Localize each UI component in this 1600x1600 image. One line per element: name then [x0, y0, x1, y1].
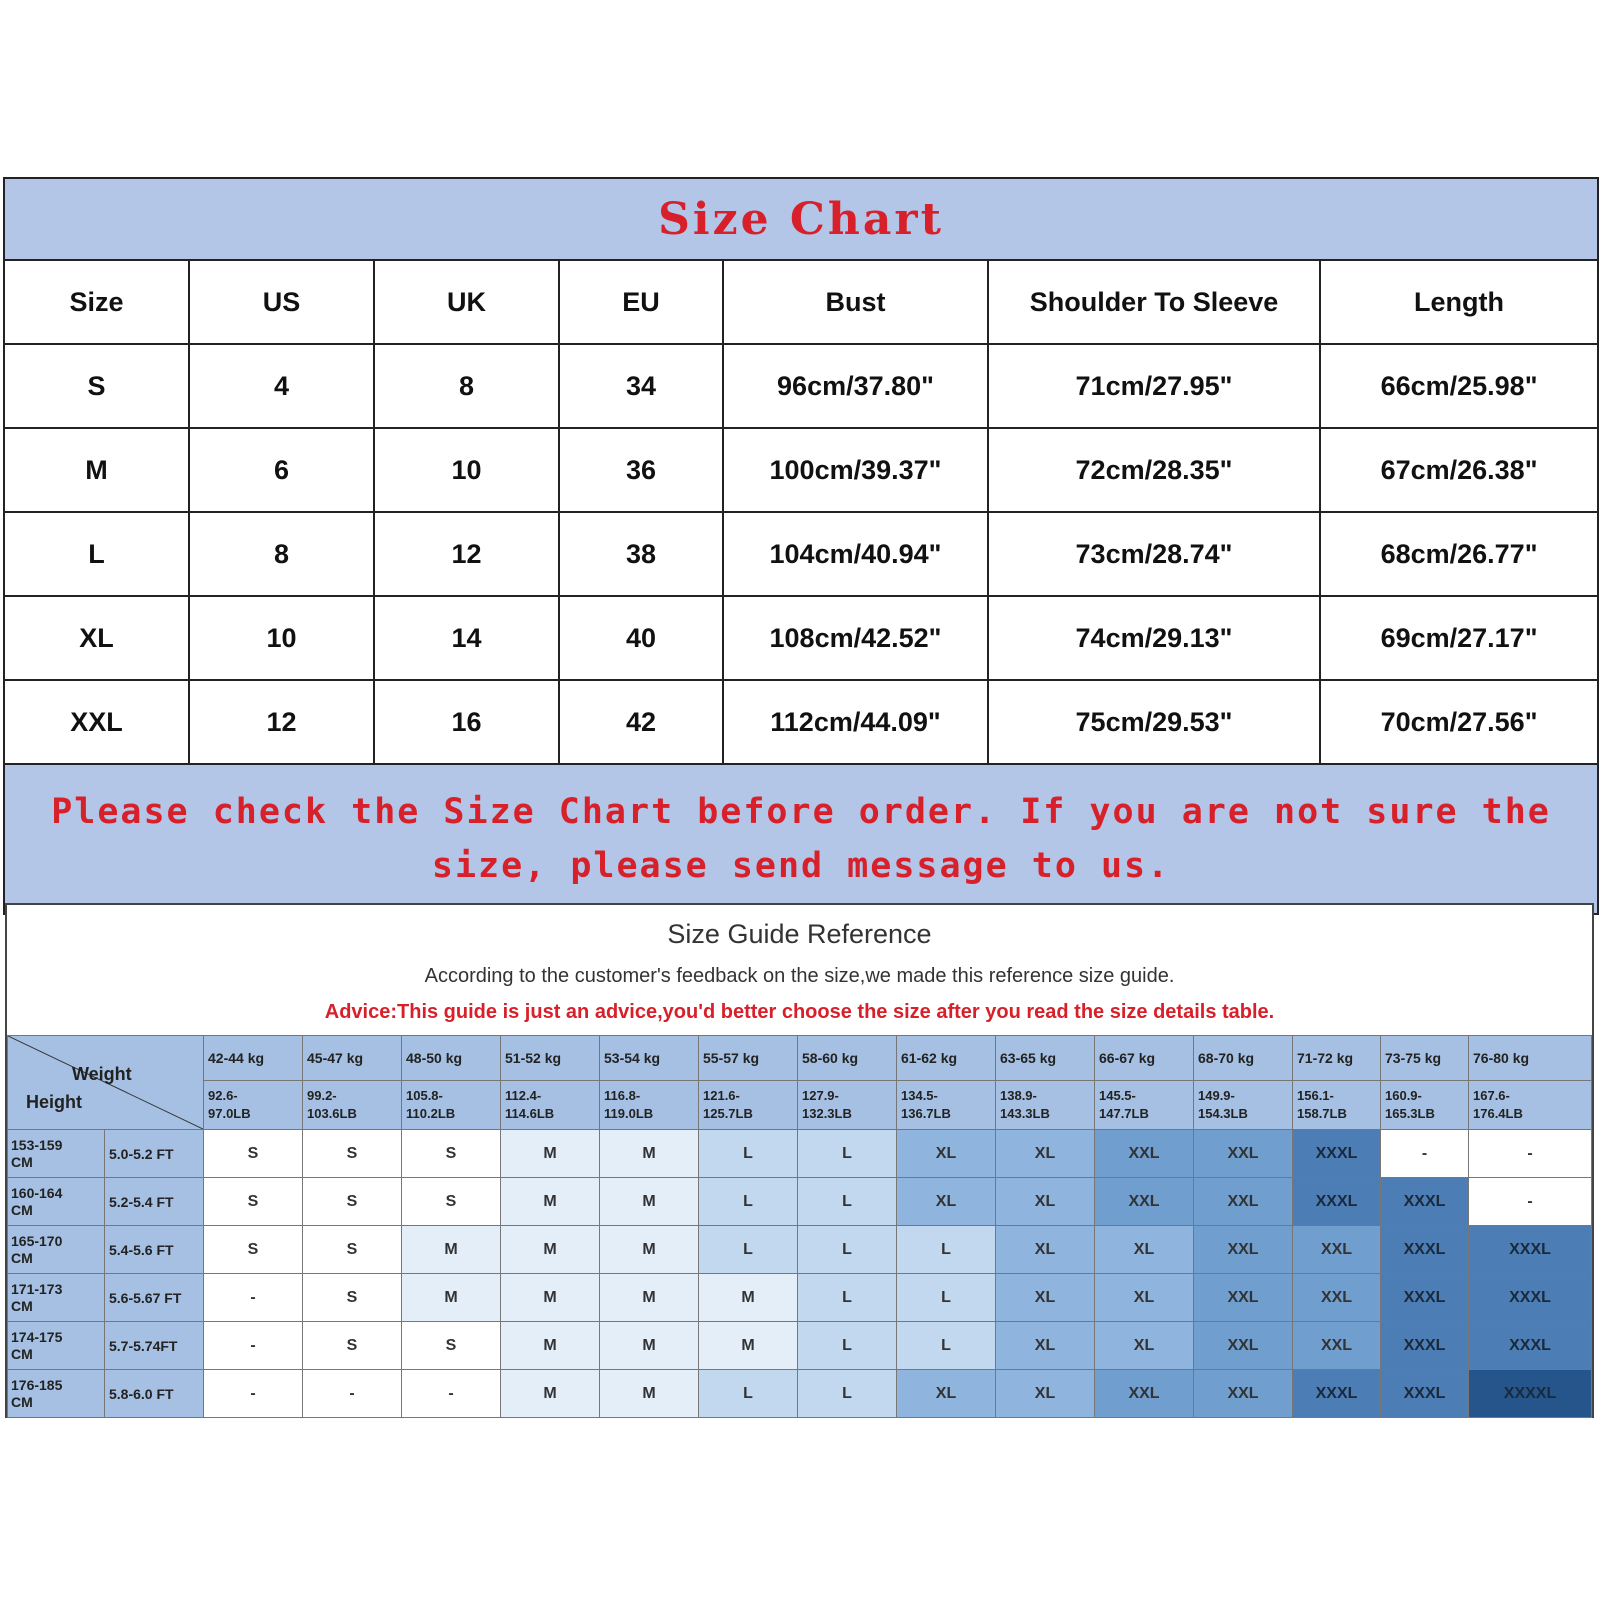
- cell-length: 68cm/26.77": [1320, 512, 1598, 596]
- size-guide-cell: L: [699, 1370, 798, 1418]
- weight-kg-header: 63-65 kg: [996, 1036, 1095, 1081]
- size-guide-cell: XXL: [1293, 1226, 1381, 1274]
- size-guide-cell: L: [798, 1226, 897, 1274]
- weight-lb-from: 127.9-: [802, 1088, 839, 1103]
- size-row: [4, 596, 1598, 680]
- weight-lb-from: 105.8-: [406, 1088, 443, 1103]
- cell-shoulder-to-sleeve: 72cm/28.35": [988, 428, 1320, 512]
- height-cm-unit: CM: [11, 1393, 33, 1410]
- size-guide-cell: XL: [1095, 1226, 1194, 1274]
- weight-lb-from: 160.9-: [1385, 1088, 1422, 1103]
- weight-lb-to: 136.7LB: [901, 1106, 951, 1121]
- height-cm-unit: CM: [11, 1153, 33, 1170]
- weight-lb-header: [1293, 1081, 1381, 1130]
- cell-us: 8: [189, 512, 374, 596]
- size-guide-cell: XL: [1095, 1274, 1194, 1322]
- weight-lb-header: [1095, 1081, 1194, 1130]
- size-guide-cell: XXXL: [1293, 1178, 1381, 1226]
- cell-shoulder-to-sleeve: 74cm/29.13": [988, 596, 1320, 680]
- weight-lb-row: [8, 1081, 1592, 1130]
- cell-bust: 112cm/44.09": [723, 680, 988, 764]
- height-row: [8, 1178, 1592, 1226]
- weight-lb-to: 114.6LB: [505, 1106, 555, 1121]
- weight-kg-header: 73-75 kg: [1381, 1036, 1469, 1081]
- size-guide-cell: XXXL: [1293, 1130, 1381, 1178]
- weight-lb-to: 132.3LB: [802, 1106, 852, 1121]
- cell-size: S: [4, 344, 189, 428]
- size-chart-section: [3, 177, 1597, 915]
- weight-lb-from: 99.2-: [307, 1088, 337, 1103]
- weight-kg-header: 66-67 kg: [1095, 1036, 1194, 1081]
- weight-kg-header: 45-47 kg: [303, 1036, 402, 1081]
- size-guide-cell: S: [204, 1130, 303, 1178]
- weight-kg-header: 51-52 kg: [501, 1036, 600, 1081]
- weight-lb-to: 97.0LB: [208, 1106, 251, 1121]
- size-guide-cell: S: [303, 1130, 402, 1178]
- size-guide-cell: S: [204, 1226, 303, 1274]
- size-guide-cell: XL: [996, 1322, 1095, 1370]
- size-chart-table: [3, 177, 1599, 915]
- column-header-size: Size: [4, 260, 189, 344]
- size-guide-cell: M: [402, 1226, 501, 1274]
- size-guide-cell: XL: [897, 1370, 996, 1418]
- height-cm-unit: CM: [11, 1297, 33, 1314]
- weight-lb-header: [600, 1081, 699, 1130]
- height-ft: 5.7-5.74FT: [105, 1322, 204, 1370]
- size-guide-cell: L: [897, 1274, 996, 1322]
- weight-lb-header: [1194, 1081, 1293, 1130]
- size-guide-cell: L: [699, 1130, 798, 1178]
- corner-header: [8, 1036, 204, 1130]
- weight-lb-to: 110.2LB: [406, 1106, 456, 1121]
- weight-lb-to: 176.4LB: [1473, 1106, 1523, 1121]
- column-header-uk: UK: [374, 260, 559, 344]
- weight-lb-from: 92.6-: [208, 1088, 238, 1103]
- size-guide-cell: S: [303, 1178, 402, 1226]
- cell-us: 6: [189, 428, 374, 512]
- height-row: [8, 1370, 1592, 1418]
- size-chart-title: Size Chart: [4, 178, 1598, 260]
- weight-kg-header: 76-80 kg: [1469, 1036, 1592, 1081]
- size-guide-cell: L: [798, 1130, 897, 1178]
- column-header-bust: Bust: [723, 260, 988, 344]
- weight-lb-from: 134.5-: [901, 1088, 938, 1103]
- guide-advice: Advice:This guide is just an advice,you'd better choose the size after you read the size details table.: [324, 1001, 1275, 1023]
- weight-lb-to: 147.7LB: [1099, 1106, 1149, 1121]
- cell-eu: 38: [559, 512, 723, 596]
- cell-length: 70cm/27.56": [1320, 680, 1598, 764]
- size-guide-cell: -: [1469, 1130, 1592, 1178]
- size-guide-cell: L: [798, 1178, 897, 1226]
- size-guide-cell: M: [600, 1178, 699, 1226]
- height-cm-unit: CM: [11, 1249, 33, 1266]
- height-ft: 5.4-5.6 FT: [105, 1226, 204, 1274]
- weight-lb-to: 154.3LB: [1198, 1106, 1248, 1121]
- weight-lb-from: 116.8-: [604, 1088, 641, 1103]
- cell-shoulder-to-sleeve: 73cm/28.74": [988, 512, 1320, 596]
- size-guide-cell: M: [600, 1226, 699, 1274]
- cell-uk: 16: [374, 680, 559, 764]
- cell-bust: 100cm/39.37": [723, 428, 988, 512]
- size-guide-cell: S: [402, 1322, 501, 1370]
- size-guide-cell: XXXL: [1469, 1274, 1592, 1322]
- size-guide-cell: M: [501, 1322, 600, 1370]
- size-guide-cell: -: [1381, 1130, 1469, 1178]
- cell-bust: 108cm/42.52": [723, 596, 988, 680]
- weight-lb-header: [996, 1081, 1095, 1130]
- weight-kg-header: 53-54 kg: [600, 1036, 699, 1081]
- height-ft: 5.8-6.0 FT: [105, 1370, 204, 1418]
- height-cm-unit: CM: [11, 1201, 33, 1218]
- height-cm: [8, 1178, 105, 1226]
- weight-lb-from: 167.6-: [1473, 1088, 1510, 1103]
- size-guide-cell: XXL: [1194, 1130, 1293, 1178]
- size-guide-cell: XXL: [1293, 1322, 1381, 1370]
- weight-kg-header: 68-70 kg: [1194, 1036, 1293, 1081]
- cell-us: 4: [189, 344, 374, 428]
- size-guide-cell: XL: [996, 1274, 1095, 1322]
- cell-eu: 40: [559, 596, 723, 680]
- size-guide-cell: -: [303, 1370, 402, 1418]
- size-guide-cell: M: [600, 1130, 699, 1178]
- size-guide-cell: S: [303, 1322, 402, 1370]
- height-ft: 5.0-5.2 FT: [105, 1130, 204, 1178]
- cell-shoulder-to-sleeve: 71cm/27.95": [988, 344, 1320, 428]
- cell-uk: 8: [374, 344, 559, 428]
- height-ft: 5.6-5.67 FT: [105, 1274, 204, 1322]
- weight-kg-header: 61-62 kg: [897, 1036, 996, 1081]
- weight-kg-header: 55-57 kg: [699, 1036, 798, 1081]
- weight-lb-to: 158.7LB: [1297, 1106, 1347, 1121]
- cell-uk: 10: [374, 428, 559, 512]
- column-header-eu: EU: [559, 260, 723, 344]
- guide-title: Size Guide Reference: [667, 919, 932, 949]
- size-row: [4, 512, 1598, 596]
- cell-length: 67cm/26.38": [1320, 428, 1598, 512]
- cell-size: XXL: [4, 680, 189, 764]
- size-guide-cell: M: [699, 1322, 798, 1370]
- column-header-us: US: [189, 260, 374, 344]
- weight-lb-to: 165.3LB: [1385, 1106, 1435, 1121]
- weight-lb-to: 103.6LB: [307, 1106, 357, 1121]
- cell-eu: 34: [559, 344, 723, 428]
- height-cm-range: 174-175: [11, 1328, 63, 1345]
- size-guide-cell: XXXL: [1381, 1226, 1469, 1274]
- size-row: [4, 428, 1598, 512]
- cell-bust: 104cm/40.94": [723, 512, 988, 596]
- size-guide-cell: XL: [996, 1370, 1095, 1418]
- size-guide-cell: XXXL: [1381, 1178, 1469, 1226]
- height-row: [8, 1274, 1592, 1322]
- size-guide-cell: M: [600, 1370, 699, 1418]
- size-row: [4, 344, 1598, 428]
- size-guide-cell: L: [699, 1178, 798, 1226]
- size-guide-cell: XL: [897, 1130, 996, 1178]
- cell-length: 69cm/27.17": [1320, 596, 1598, 680]
- cell-size: M: [4, 428, 189, 512]
- size-guide-cell: L: [798, 1322, 897, 1370]
- size-guide-cell: XL: [897, 1178, 996, 1226]
- weight-lb-header: [897, 1081, 996, 1130]
- size-guide-cell: -: [204, 1370, 303, 1418]
- height-cm: [8, 1274, 105, 1322]
- weight-kg-row: [8, 1036, 1592, 1081]
- size-guide-cell: -: [204, 1322, 303, 1370]
- weight-lb-to: 119.0LB: [604, 1106, 654, 1121]
- height-cm-range: 176-185: [11, 1376, 63, 1393]
- size-guide-cell: M: [402, 1274, 501, 1322]
- size-guide-cell: -: [402, 1370, 501, 1418]
- weight-lb-to: 143.3LB: [1000, 1106, 1050, 1121]
- size-guide-cell: XXL: [1095, 1130, 1194, 1178]
- size-guide-cell: XL: [996, 1130, 1095, 1178]
- weight-lb-header: [1469, 1081, 1592, 1130]
- weight-kg-header: 71-72 kg: [1293, 1036, 1381, 1081]
- size-guide-cell: XXL: [1095, 1370, 1194, 1418]
- size-guide-cell: XXXXL: [1469, 1370, 1592, 1418]
- cell-us: 12: [189, 680, 374, 764]
- weight-lb-from: 121.6-: [703, 1088, 740, 1103]
- size-guide-reference: [5, 903, 1594, 1418]
- cell-length: 66cm/25.98": [1320, 344, 1598, 428]
- column-header-shoulder-to-sleeve: Shoulder To Sleeve: [988, 260, 1320, 344]
- size-guide-cell: XXL: [1194, 1274, 1293, 1322]
- weight-lb-header: [798, 1081, 897, 1130]
- weight-lb-to: 125.7LB: [703, 1106, 753, 1121]
- height-row: [8, 1130, 1592, 1178]
- size-guide-cell: XXXL: [1381, 1322, 1469, 1370]
- size-guide-cell: XXL: [1293, 1274, 1381, 1322]
- size-guide-cell: S: [303, 1226, 402, 1274]
- size-guide-cell: XXL: [1194, 1178, 1293, 1226]
- size-guide-cell: S: [402, 1178, 501, 1226]
- size-guide-cell: XL: [996, 1226, 1095, 1274]
- size-guide-cell: S: [204, 1178, 303, 1226]
- size-guide-cell: M: [501, 1274, 600, 1322]
- size-guide-cell: M: [501, 1178, 600, 1226]
- corner-height-label: Height: [26, 1092, 82, 1112]
- size-guide-cell: XXXL: [1469, 1322, 1592, 1370]
- size-guide-cell: S: [402, 1130, 501, 1178]
- cell-bust: 96cm/37.80": [723, 344, 988, 428]
- size-guide-cell: L: [798, 1370, 897, 1418]
- weight-lb-header: [1381, 1081, 1469, 1130]
- weight-lb-from: 156.1-: [1297, 1088, 1334, 1103]
- cell-us: 10: [189, 596, 374, 680]
- size-guide-table: [7, 1035, 1592, 1418]
- size-guide-cell: L: [699, 1226, 798, 1274]
- height-cm-range: 153-159: [11, 1136, 63, 1153]
- size-guide-cell: M: [699, 1274, 798, 1322]
- size-guide-cell: XXL: [1194, 1226, 1293, 1274]
- weight-lb-header: [501, 1081, 600, 1130]
- size-chart-note: Please check the Size Chart before order. If you are not sure the size, please send message to us.: [4, 764, 1598, 914]
- weight-kg-header: 58-60 kg: [798, 1036, 897, 1081]
- size-guide-cell: M: [600, 1322, 699, 1370]
- size-guide-cell: XL: [996, 1178, 1095, 1226]
- size-guide-cell: XXXL: [1293, 1370, 1381, 1418]
- weight-kg-header: 48-50 kg: [402, 1036, 501, 1081]
- size-guide-cell: -: [1469, 1178, 1592, 1226]
- cell-eu: 36: [559, 428, 723, 512]
- guide-subtitle: According to the customer's feedback on the size,we made this reference size guide.: [424, 965, 1175, 987]
- size-guide-cell: M: [501, 1370, 600, 1418]
- size-guide-cell: M: [501, 1226, 600, 1274]
- weight-lb-from: 145.5-: [1099, 1088, 1136, 1103]
- height-row: [8, 1226, 1592, 1274]
- cell-uk: 12: [374, 512, 559, 596]
- size-guide-cell: M: [600, 1274, 699, 1322]
- size-guide-cell: L: [897, 1226, 996, 1274]
- corner-weight-label: Weight: [72, 1064, 132, 1084]
- height-cm-range: 160-164: [11, 1184, 63, 1201]
- size-guide-cell: M: [501, 1130, 600, 1178]
- size-guide-cell: -: [204, 1274, 303, 1322]
- height-cm-unit: CM: [11, 1345, 33, 1362]
- size-row: [4, 680, 1598, 764]
- weight-lb-header: [699, 1081, 798, 1130]
- height-cm: [8, 1370, 105, 1418]
- height-cm-range: 165-170: [11, 1232, 63, 1249]
- size-guide-cell: XXXL: [1381, 1274, 1469, 1322]
- size-guide-cell: XXL: [1095, 1178, 1194, 1226]
- cell-uk: 14: [374, 596, 559, 680]
- weight-kg-header: 42-44 kg: [204, 1036, 303, 1081]
- size-guide-cell: L: [798, 1274, 897, 1322]
- weight-lb-header: [402, 1081, 501, 1130]
- weight-lb-header: [303, 1081, 402, 1130]
- size-guide-cell: XXXL: [1469, 1226, 1592, 1274]
- size-guide-cell: XXL: [1194, 1370, 1293, 1418]
- cell-size: L: [4, 512, 189, 596]
- size-guide-cell: XXXL: [1381, 1370, 1469, 1418]
- weight-lb-from: 138.9-: [1000, 1088, 1037, 1103]
- cell-eu: 42: [559, 680, 723, 764]
- weight-lb-from: 149.9-: [1198, 1088, 1235, 1103]
- height-cm: [8, 1226, 105, 1274]
- cell-size: XL: [4, 596, 189, 680]
- height-cm: [8, 1322, 105, 1370]
- height-row: [8, 1322, 1592, 1370]
- cell-shoulder-to-sleeve: 75cm/29.53": [988, 680, 1320, 764]
- size-guide-cell: XL: [1095, 1322, 1194, 1370]
- height-ft: 5.2-5.4 FT: [105, 1178, 204, 1226]
- size-guide-cell: S: [303, 1274, 402, 1322]
- height-cm-range: 171-173: [11, 1280, 63, 1297]
- height-cm: [8, 1130, 105, 1178]
- size-guide-cell: XXL: [1194, 1322, 1293, 1370]
- column-header-length: Length: [1320, 260, 1598, 344]
- weight-lb-from: 112.4-: [505, 1088, 542, 1103]
- size-guide-cell: L: [897, 1322, 996, 1370]
- weight-lb-header: [204, 1081, 303, 1130]
